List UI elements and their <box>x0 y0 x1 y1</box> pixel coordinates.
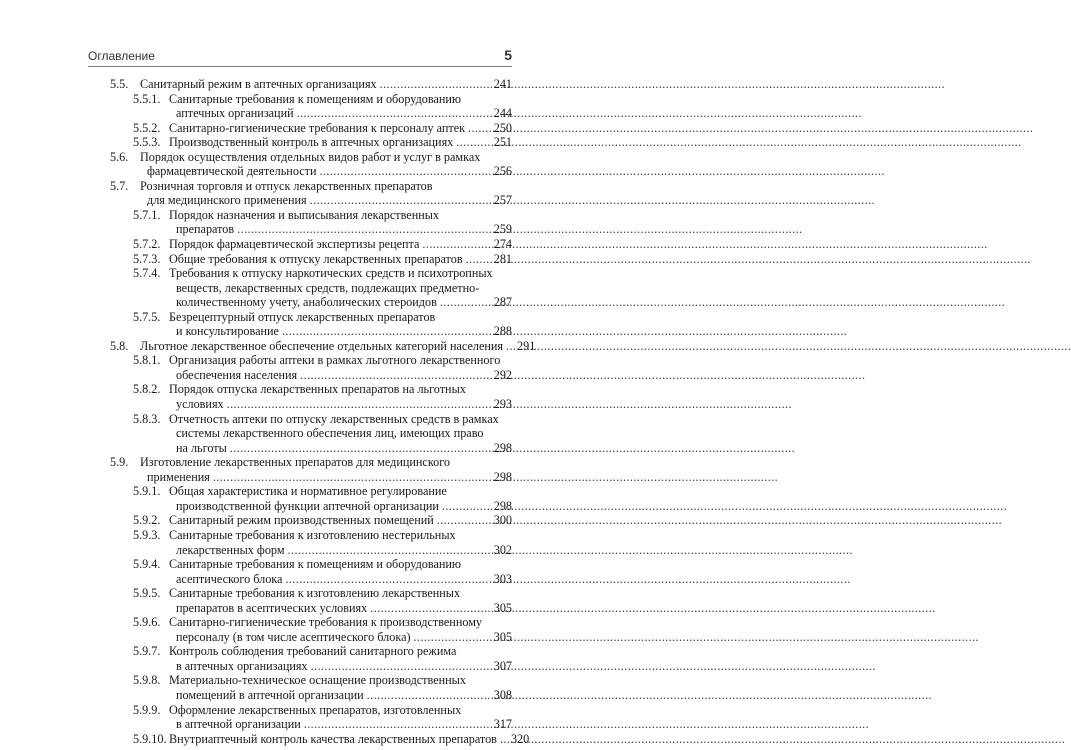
toc-entry[interactable] <box>133 310 512 339</box>
toc-entry[interactable] <box>133 528 512 557</box>
toc-entry-number: 5.9.3. <box>133 527 161 542</box>
toc-entry-number: 5.7.5. <box>133 309 161 324</box>
dot-leader <box>310 193 491 208</box>
toc-entry-title: Санитарные требования к помещениям и оборудованию <box>169 91 462 106</box>
toc-entry-title: препаратов <box>176 222 235 237</box>
dot-leader <box>370 601 490 616</box>
dot-leader <box>227 397 491 412</box>
toc-entry-page: 274 <box>493 237 512 252</box>
toc-entry[interactable] <box>133 703 512 732</box>
toc-entry-page: 308 <box>493 687 512 702</box>
toc-entry-title: Санитарные требования к помещениям и оборудованию <box>169 557 462 572</box>
toc-entry-title: производственной функции аптечной организации <box>176 498 439 513</box>
dot-leader <box>442 499 491 514</box>
toc-entry[interactable] <box>110 455 512 484</box>
dot-leader <box>380 77 491 92</box>
toc-entry-page: 307 <box>493 658 512 673</box>
toc-entry[interactable] <box>133 513 512 528</box>
toc-entry-title: Оформление лекарственных препаратов, изготовленных <box>169 702 462 717</box>
toc-entry-number: 5.5.2. <box>133 120 161 135</box>
dot-leader <box>319 164 490 179</box>
dot-leader <box>414 630 491 645</box>
toc-entry-page: 281 <box>493 251 512 266</box>
toc-entry[interactable] <box>133 135 512 150</box>
toc-entry-title: в аптечных организациях <box>176 658 308 673</box>
toc-entry[interactable] <box>110 179 512 208</box>
toc-entry[interactable] <box>133 673 512 702</box>
toc-entry[interactable] <box>133 121 512 136</box>
toc-entry-page: 305 <box>493 629 512 644</box>
dot-leader <box>311 659 491 674</box>
toc-entry-page: 320 <box>510 731 530 746</box>
toc-entry-number: 5.7.1. <box>133 207 161 222</box>
toc-entry[interactable] <box>133 266 512 310</box>
dot-leader <box>456 135 490 150</box>
toc-entry[interactable] <box>133 412 512 456</box>
toc-entry-number: 5.8. <box>110 338 129 353</box>
toc-entry-title: помещений в аптечной организации <box>176 687 364 702</box>
toc-entry-title: Изготовление лекарственных препаратов для медицинского <box>140 455 451 470</box>
toc-entry[interactable] <box>133 644 512 673</box>
toc-entry-title: фармацевтической деятельности <box>147 164 317 179</box>
toc-entry-page: 293 <box>493 397 512 412</box>
toc-entry-number: 5.5. <box>110 77 129 91</box>
toc-entry[interactable] <box>133 731 530 747</box>
toc-entry-number: 5.9.6. <box>133 615 161 630</box>
toc-entry-number: 5.8.3. <box>133 411 161 426</box>
toc-entry-page: 244 <box>493 106 512 121</box>
toc-entry-title: Санитарно-гигиенические требования к производственному <box>169 615 483 630</box>
toc-entry-title: асептического блока <box>176 571 283 586</box>
toc-entry[interactable] <box>110 338 536 354</box>
toc-entry[interactable] <box>133 252 512 267</box>
toc-entry-page: 250 <box>493 120 512 135</box>
toc-entry-page: 288 <box>493 324 512 339</box>
toc-entry-title: в аптечной организации <box>176 717 301 732</box>
toc-entry-title: на льготы <box>176 440 227 455</box>
dot-leader <box>285 572 490 587</box>
toc-entry[interactable] <box>133 382 512 411</box>
toc-entry-page: 303 <box>493 571 512 586</box>
toc-entry-title: Порядок отпуска лекарственных препаратов на льготных <box>169 382 466 397</box>
toc-entry-title: Санитарный режим в аптечных организациях <box>140 77 377 91</box>
dot-leader <box>230 441 491 456</box>
toc-entry[interactable] <box>133 353 512 382</box>
toc-entry-number: 5.9.8. <box>133 673 161 688</box>
header-rule <box>88 66 512 67</box>
toc-entry-number: 5.7.3. <box>133 251 161 266</box>
toc-entry-title: препаратов в асептических условиях <box>176 600 368 615</box>
toc-entry-number: 5.9.1. <box>133 484 161 499</box>
toc-entry-number: 5.5.3. <box>133 135 161 150</box>
toc-entry-title: Общие требования к отпуску лекарственных препаратов <box>169 251 463 266</box>
toc-entry-number: 5.7. <box>110 178 129 193</box>
toc-entry-title: Порядок назначения и выписывания лекарственных <box>169 207 440 222</box>
toc-entry-title: и консультирование <box>176 324 279 339</box>
toc-entry-title: аптечных организаций <box>176 106 294 121</box>
toc-entry-page: 302 <box>493 542 512 557</box>
toc-entry-page: 259 <box>493 222 512 237</box>
table-of-contents <box>88 77 536 746</box>
dot-leader <box>500 732 508 747</box>
toc-entry-number: 5.9.10. <box>133 731 167 746</box>
toc-entry-page: 292 <box>493 367 512 382</box>
dot-leader <box>466 252 491 267</box>
toc-entry-page: 298 <box>493 469 512 484</box>
toc-entry-title: Контроль соблюдения требований санитарного режима <box>169 644 457 659</box>
toc-entry-title: Безрецептурный отпуск лекарственных препаратов <box>169 309 436 324</box>
toc-entry[interactable] <box>133 92 512 121</box>
toc-entry-title: Общая характеристика и нормативное регулирование <box>169 484 447 499</box>
toc-entry-number: 5.9.5. <box>133 586 161 601</box>
toc-entry-page: 317 <box>493 717 512 732</box>
toc-entry-page: 305 <box>493 600 512 615</box>
toc-entry-page: 291 <box>517 338 536 353</box>
toc-entry-title: Требования к отпуску наркотических средств и психотропных <box>169 266 493 281</box>
dot-leader <box>300 368 491 383</box>
toc-entry[interactable] <box>133 615 512 644</box>
dot-leader <box>213 470 491 485</box>
toc-entry-number: 5.5.1. <box>133 91 161 106</box>
toc-entry-number: 5.7.4. <box>133 266 161 281</box>
header-title: Оглавление <box>88 49 155 63</box>
toc-entry-page: 298 <box>493 440 512 455</box>
toc-entry-title: Санитарный режим производственных помещений <box>169 513 434 528</box>
toc-entry-number: 5.6. <box>110 149 129 164</box>
toc-entry[interactable] <box>133 484 512 513</box>
toc-entry-number: 5.9.2. <box>133 513 161 528</box>
toc-entry-title: Организация работы аптеки в рамках льготного лекарственного <box>169 353 501 368</box>
dot-leader <box>468 121 491 136</box>
dot-leader <box>237 222 491 237</box>
toc-entry-page: 287 <box>493 295 512 310</box>
toc-entry-title: Розничная торговля и отпуск лекарственных препаратов <box>140 178 433 193</box>
dot-leader <box>440 295 491 310</box>
toc-entry-title: Санитарные требования к изготовлению нестерильных <box>169 527 456 542</box>
toc-entry-title: Санитарные требования к изготовлению лекарственных <box>169 586 461 601</box>
toc-entry[interactable] <box>110 150 512 179</box>
toc-entry-page: 256 <box>493 164 512 179</box>
toc-entry-title: для медицинского применения <box>147 193 307 208</box>
dot-leader <box>506 339 514 354</box>
dot-leader <box>288 543 491 558</box>
toc-entry-number: 5.7.2. <box>133 237 161 252</box>
toc-entry-title: количественному учету, анаболических стероидов <box>176 295 437 310</box>
dot-leader <box>437 513 491 528</box>
toc-entry-number: 5.8.2. <box>133 382 161 397</box>
dot-leader <box>297 106 491 121</box>
toc-entry[interactable] <box>133 208 512 237</box>
toc-entry-title: лекарственных форм <box>176 542 285 557</box>
dot-leader <box>367 688 491 703</box>
toc-entry-title: Порядок осуществления отдельных видов работ и услуг в рамках <box>140 149 481 164</box>
toc-entry-title: Производственный контроль в аптечных организациях <box>169 135 454 150</box>
dot-leader <box>422 237 490 252</box>
toc-entry-title: системы лекарственного обеспечения лиц, имеющих право <box>176 426 484 441</box>
toc-entry-page: 300 <box>493 513 512 528</box>
toc-entry-title: условиях <box>176 397 224 412</box>
toc-entry-title: Санитарно-гигиенические требования к персоналу аптек <box>169 120 466 135</box>
toc-entry[interactable] <box>133 237 512 252</box>
header-page-number: 5 <box>504 47 512 63</box>
toc-entry-title: Порядок фармацевтической экспертизы рецепта <box>169 237 420 252</box>
toc-entry-title: применения <box>147 469 210 484</box>
toc-entry-number: 5.8.1. <box>133 353 161 368</box>
toc-entry-title: Льготное лекарственное обеспечение отдельных категорий населения <box>140 338 504 353</box>
toc-entry-title: веществ, лекарственных средств, подлежащих предметно- <box>176 280 480 295</box>
toc-entry-number: 5.9. <box>110 455 129 470</box>
toc-entry-page: 298 <box>493 498 512 513</box>
toc-entry-number: 5.9.7. <box>133 644 161 659</box>
toc-entry-title: Внутриаптечный контроль качества лекарственных препаратов <box>169 731 497 746</box>
toc-entry[interactable] <box>110 77 512 92</box>
toc-entry-number: 5.9.4. <box>133 557 161 572</box>
dot-leader <box>282 324 491 339</box>
toc-entry-title: персоналу (в том числе асептического блока) <box>176 629 411 644</box>
toc-entry-page: 241 <box>493 77 512 91</box>
toc-entry-title: обеспечения населения <box>176 367 298 382</box>
running-header <box>88 47 512 65</box>
toc-entry-title: Материально-техническое оснащение производственных <box>169 673 466 688</box>
toc-entry[interactable] <box>133 557 512 586</box>
toc-entry-number: 5.9.9. <box>133 702 161 717</box>
toc-entry-title: Отчетность аптеки по отпуску лекарственных средств в рамках <box>169 411 499 426</box>
toc-entry-page: 257 <box>493 193 512 208</box>
toc-entry[interactable] <box>133 586 512 615</box>
toc-entry-page: 251 <box>493 135 512 150</box>
dot-leader <box>304 717 491 732</box>
